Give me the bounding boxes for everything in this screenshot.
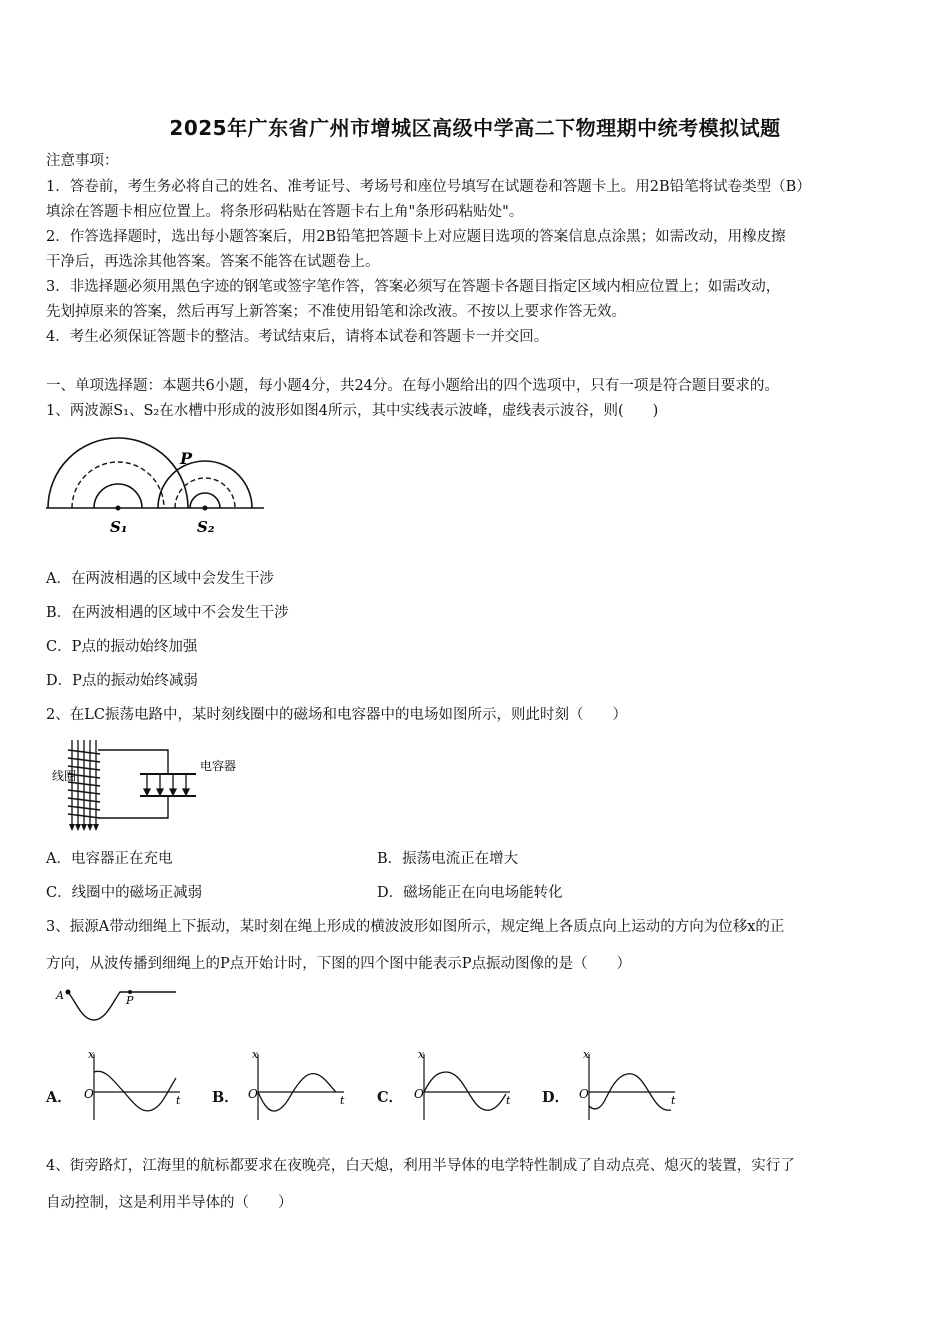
svg-text:O: O bbox=[414, 1087, 424, 1101]
svg-text:t: t bbox=[671, 1094, 676, 1107]
q1-wave-figure bbox=[44, 432, 274, 542]
svg-text:x: x bbox=[418, 1048, 425, 1061]
svg-text:O: O bbox=[84, 1087, 94, 1101]
svg-text:t: t bbox=[506, 1094, 511, 1107]
section-heading: 一、单项选择题：本题共6小题，每小题4分，共24分。在每小题给出的四个选项中，只有一项是符合题目要求的。 bbox=[46, 378, 779, 394]
svg-text:O: O bbox=[579, 1087, 589, 1101]
notice-line-7: 4．考生必须保证答题卡的整洁。考试结束后，请将本试卷和答题卡一并交回。 bbox=[46, 329, 549, 345]
q3-stem-line-1: 3、振源A带动细绳上下振动，某时刻在绳上形成的横波波形如图所示，规定绳上各质点向上运动的方向为位移x的正 bbox=[46, 919, 785, 935]
notice-line-1: 1．答卷前，考生务必将自己的姓名、准考证号、考场号和座位号填写在试题卷和答题卡上。用2B铅笔将试卷类型（B） bbox=[46, 179, 811, 195]
q3-a-label: A bbox=[56, 989, 64, 1002]
q3-rope-wave-figure bbox=[54, 982, 194, 1027]
svg-text:t: t bbox=[340, 1094, 345, 1107]
svg-text:x: x bbox=[252, 1048, 259, 1061]
q1-s2-label: S₂ bbox=[197, 518, 215, 536]
q2-option-a: A．电容器正在充电 bbox=[46, 851, 173, 867]
q3-graph-c-label: C． bbox=[377, 1089, 404, 1106]
svg-text:O: O bbox=[248, 1087, 258, 1101]
q3-p-label: P bbox=[126, 994, 134, 1007]
notice-line-2: 填涂在答题卡相应位置上。将条形码粘贴在答题卡右上角"条形码粘贴处"。 bbox=[46, 204, 524, 220]
q2-coil-label: 线圈 bbox=[52, 769, 77, 783]
q3-graph-d bbox=[575, 1050, 685, 1125]
q2-option-c: C．线圈中的磁场正减弱 bbox=[46, 885, 203, 901]
q1-option-a: A．在两波相遇的区域中会发生干涉 bbox=[46, 571, 274, 587]
notice-line-6: 先划掉原来的答案，然后再写上新答案；不准使用铅笔和涂改液。不按以上要求作答无效。 bbox=[46, 304, 626, 320]
q1-option-c: C．P点的振动始终加强 bbox=[46, 639, 198, 655]
q4-stem-line-1: 4、街旁路灯，江海里的航标都要求在夜晚亮，白天熄，利用半导体的电学特性制成了自动点亮、熄灭的装置，实行了 bbox=[46, 1158, 795, 1174]
q2-capacitor-label: 电容器 bbox=[200, 759, 237, 773]
q1-option-d: D．P点的振动始终减弱 bbox=[46, 673, 198, 689]
svg-text:x: x bbox=[583, 1048, 590, 1061]
notice-line-4: 干净后，再选涂其他答案。答案不能答在试题卷上。 bbox=[46, 254, 380, 270]
q1-stem: 1、两波源S₁、S₂在水槽中形成的波形如图4所示，其中实线表示波峰，虚线表示波谷，则( ) bbox=[46, 403, 659, 419]
svg-text:t: t bbox=[176, 1094, 181, 1107]
q2-stem: 2、在LC振荡电路中，某时刻线圈中的磁场和电容器中的电场如图所示，则此时刻（ ） bbox=[46, 707, 627, 723]
q3-graph-b-label: B． bbox=[212, 1089, 239, 1106]
q3-stem-line-2: 方向，从波传播到细绳上的P点开始计时，下图的四个图中能表示P点振动图像的是（ ） bbox=[46, 956, 632, 972]
notice-heading: 注意事项： bbox=[46, 153, 119, 169]
q1-p-label: P bbox=[180, 449, 193, 468]
q3-graph-a bbox=[80, 1050, 190, 1125]
q4-stem-line-2: 自动控制，这是利用半导体的（ ） bbox=[46, 1195, 293, 1211]
q3-graph-a-label: A． bbox=[46, 1089, 72, 1106]
q1-option-b: B．在两波相遇的区域中不会发生干涉 bbox=[46, 605, 289, 621]
q2-option-b: B．振荡电流正在增大 bbox=[377, 851, 519, 867]
notice-line-5: 3．非选择题必须用黑色字迹的钢笔或签字笔作答，答案必须写在答题卡各题目指定区域内相应位置上；如需改动， bbox=[46, 279, 781, 295]
q1-s1-label: S₁ bbox=[110, 518, 128, 536]
q3-graph-c bbox=[410, 1050, 520, 1125]
q3-graph-b bbox=[244, 1050, 354, 1125]
q3-graph-d-label: D． bbox=[542, 1089, 570, 1106]
q2-option-d: D．磁场能正在向电场能转化 bbox=[377, 885, 563, 901]
page-title: 2025年广东省广州市增城区高级中学高二下物理期中统考模拟试题 bbox=[169, 116, 781, 140]
q2-lc-circuit-figure bbox=[50, 736, 237, 836]
notice-line-3: 2．作答选择题时，选出每小题答案后，用2B铅笔把答题卡上对应题目选项的答案信息点涂黑；如需改动，用橡皮擦 bbox=[46, 229, 786, 245]
svg-text:x: x bbox=[88, 1048, 95, 1061]
